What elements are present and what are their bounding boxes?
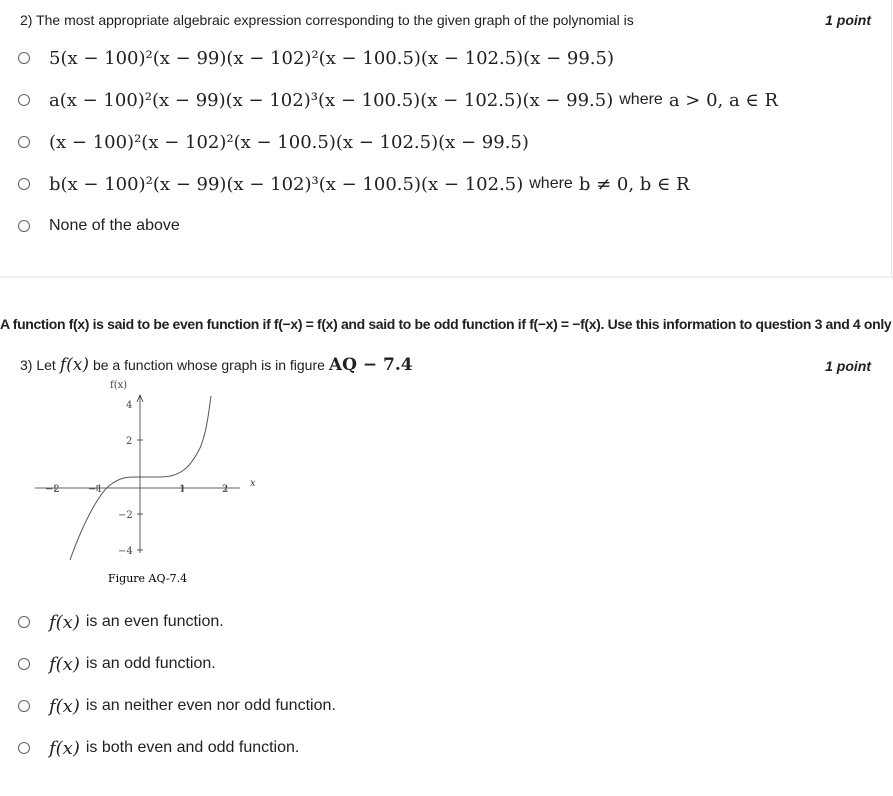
radio-button[interactable] bbox=[18, 220, 30, 232]
function-curve bbox=[70, 396, 211, 560]
q3-option-2[interactable] bbox=[18, 650, 216, 678]
section-description: A function f(x) is said to be even function if f(−x) = f(x) and said to be odd function if f(−x) = −f(x). Use this information to question 3 and 4 only bbox=[0, 316, 892, 332]
q2-option-4-where: where bbox=[529, 175, 573, 192]
q3-option-4[interactable] bbox=[18, 734, 299, 762]
q2-option-3-expression: (x − 100)²(x − 102)²(x − 100.5)(x − 102.5)(x − 99.5) bbox=[49, 131, 529, 153]
q2-option-2[interactable] bbox=[18, 86, 778, 114]
q3-option-1[interactable] bbox=[18, 608, 224, 636]
question-2-title: 2) The most appropriate algebraic expression corresponding to the given graph of the polynomial is bbox=[20, 12, 634, 28]
q2-option-5[interactable] bbox=[18, 212, 180, 240]
q3-option-3[interactable] bbox=[18, 692, 336, 720]
q2-option-1[interactable] bbox=[18, 44, 614, 72]
q3-prefix: 3) Let bbox=[20, 357, 56, 373]
figure-caption: Figure AQ-7.4 bbox=[108, 572, 188, 585]
radio-button[interactable] bbox=[18, 700, 30, 712]
q2-option-4[interactable] bbox=[18, 170, 690, 198]
q3-option-1-text: is an even function. bbox=[85, 613, 224, 630]
q2-option-5-text: None of the above bbox=[49, 217, 180, 234]
radio-button[interactable] bbox=[18, 616, 30, 628]
question-3-points: 1 point bbox=[825, 358, 871, 374]
y-tick-neg2: −2 bbox=[118, 510, 133, 521]
q3-mid: be a function whose graph is in figure bbox=[92, 357, 325, 373]
question-2-points: 1 point bbox=[825, 12, 871, 28]
x-tick-neg2: −2 bbox=[45, 484, 60, 495]
q3-option-2-text: is an odd function. bbox=[85, 655, 216, 672]
radio-button[interactable] bbox=[18, 658, 30, 670]
question-3-card bbox=[0, 278, 891, 796]
y-tick-neg4: −4 bbox=[118, 546, 133, 557]
q3-option-3-fx: f(x) bbox=[49, 695, 80, 717]
q3-option-4-text: is both even and odd function. bbox=[85, 739, 300, 756]
question-3-title bbox=[20, 355, 413, 375]
q2-option-2-where: where bbox=[619, 91, 663, 108]
q2-option-4-expression: b(x − 100)²(x − 99)(x − 102)³(x − 100.5)(x − 102.5) bbox=[49, 173, 524, 195]
radio-button[interactable] bbox=[18, 742, 30, 754]
q2-option-4-condition: b ≠ 0, b ∈ R bbox=[578, 173, 690, 195]
figure-aq-7-4 bbox=[30, 378, 270, 593]
x-tick-1: 1 bbox=[179, 484, 186, 495]
radio-button[interactable] bbox=[18, 52, 30, 64]
q3-option-4-fx: f(x) bbox=[49, 737, 80, 759]
radio-button[interactable] bbox=[18, 94, 30, 106]
q3-option-2-fx: f(x) bbox=[49, 653, 80, 675]
x-tick-2: 2 bbox=[222, 484, 229, 495]
x-axis-label: x bbox=[250, 478, 256, 489]
radio-button[interactable] bbox=[18, 136, 30, 148]
q2-option-2-condition: a > 0, a ∈ R bbox=[668, 89, 779, 111]
q3-figure-ref: AQ − 7.4 bbox=[328, 355, 413, 375]
function-graph bbox=[30, 378, 270, 593]
q2-option-2-expression: a(x − 100)²(x − 99)(x − 102)³(x − 100.5)(x − 102.5)(x − 99.5) bbox=[49, 89, 614, 111]
q3-option-1-fx: f(x) bbox=[49, 611, 80, 633]
y-tick-2: 2 bbox=[126, 436, 133, 447]
q3-fx: f(x) bbox=[59, 355, 89, 375]
y-axis-label: f(x) bbox=[110, 380, 128, 391]
question-2-card bbox=[0, 0, 892, 276]
q3-option-3-text: is an neither even nor odd function. bbox=[85, 697, 336, 714]
q2-option-3[interactable] bbox=[18, 128, 529, 156]
x-tick-neg1: −1 bbox=[88, 484, 103, 495]
radio-button[interactable] bbox=[18, 178, 30, 190]
y-tick-4: 4 bbox=[126, 400, 133, 411]
q2-option-1-expression: 5(x − 100)²(x − 99)(x − 102)²(x − 100.5)(x − 102.5)(x − 99.5) bbox=[49, 47, 614, 69]
